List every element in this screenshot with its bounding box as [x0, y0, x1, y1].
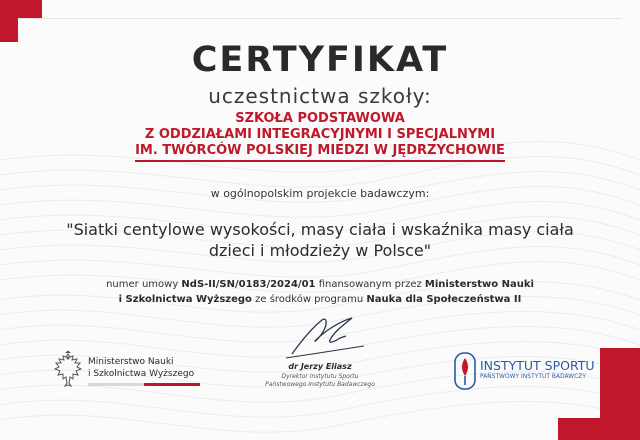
project-title	[0, 219, 640, 261]
school-line-1: SZKOŁA PODSTAWOWA	[235, 111, 405, 126]
institute-logo	[454, 352, 595, 392]
contract-info	[0, 277, 640, 307]
school-line-3: IM. TWÓRCÓW POLSKIEJ MIEDZI W JĘDRZYCHOWIE	[135, 143, 505, 162]
certificate-title: CERTYFIKAT	[191, 40, 449, 80]
institute-subtitle: PAŃSTWOWY INSTYTUT BADAWCZY	[480, 374, 586, 380]
flag-bar	[88, 383, 200, 386]
contract-ministry-1: Ministerstwo Nauki	[424, 279, 534, 290]
contract-text-3: ze środków programu	[251, 294, 367, 305]
certificate-subtitle: uczestnictwa szkoły:	[208, 84, 432, 108]
signatory-role-line-1: Dyrektor Instytutu Sportu	[281, 373, 359, 380]
corner-accent-bottom-right-bar	[558, 418, 640, 440]
institute-name: INSTYTUT SPORTU	[480, 358, 595, 373]
school-line-2: Z ODDZIAŁAMI INTEGRACYJNYMI I SPECJALNYMI	[144, 127, 496, 142]
ministry-logo-line-2: i Szkolnictwa Wyższego	[88, 369, 195, 379]
contract-program: Nauka dla Społeczeństwa II	[366, 294, 522, 305]
frame-line	[18, 18, 622, 19]
contract-text-2: finansowanym przez	[315, 279, 425, 290]
eagle-emblem-icon	[52, 350, 84, 390]
project-line-2: dzieci i młodzieży w Polsce"	[208, 241, 432, 260]
flame-emblem-icon	[454, 352, 476, 390]
corner-accent-top-left-bar	[0, 0, 42, 18]
signatory-role	[240, 373, 400, 389]
signature-image	[282, 310, 368, 362]
contract-text-1: numer umowy	[106, 279, 182, 290]
contract-number: NdS-II/SN/0183/2024/01	[181, 279, 316, 290]
ministry-logo-text	[88, 356, 194, 380]
corner-accent-bottom-right	[600, 348, 640, 418]
ministry-logo	[52, 348, 222, 394]
signatory-role-line-2: Państwowego Instytutu Badawczego	[265, 381, 375, 388]
contract-ministry-2: i Szkolnictwa Wyższego	[118, 294, 252, 305]
ministry-logo-line-1: Ministerstwo Nauki	[88, 357, 174, 367]
school-name	[0, 111, 640, 162]
project-intro: w ogólnopolskim projekcie badawczym:	[210, 187, 430, 200]
signatory-name: dr Jerzy Eliasz	[288, 362, 352, 371]
project-line-1: "Siatki centylowe wysokości, masy ciała i wskaźnika masy ciała	[66, 220, 574, 239]
